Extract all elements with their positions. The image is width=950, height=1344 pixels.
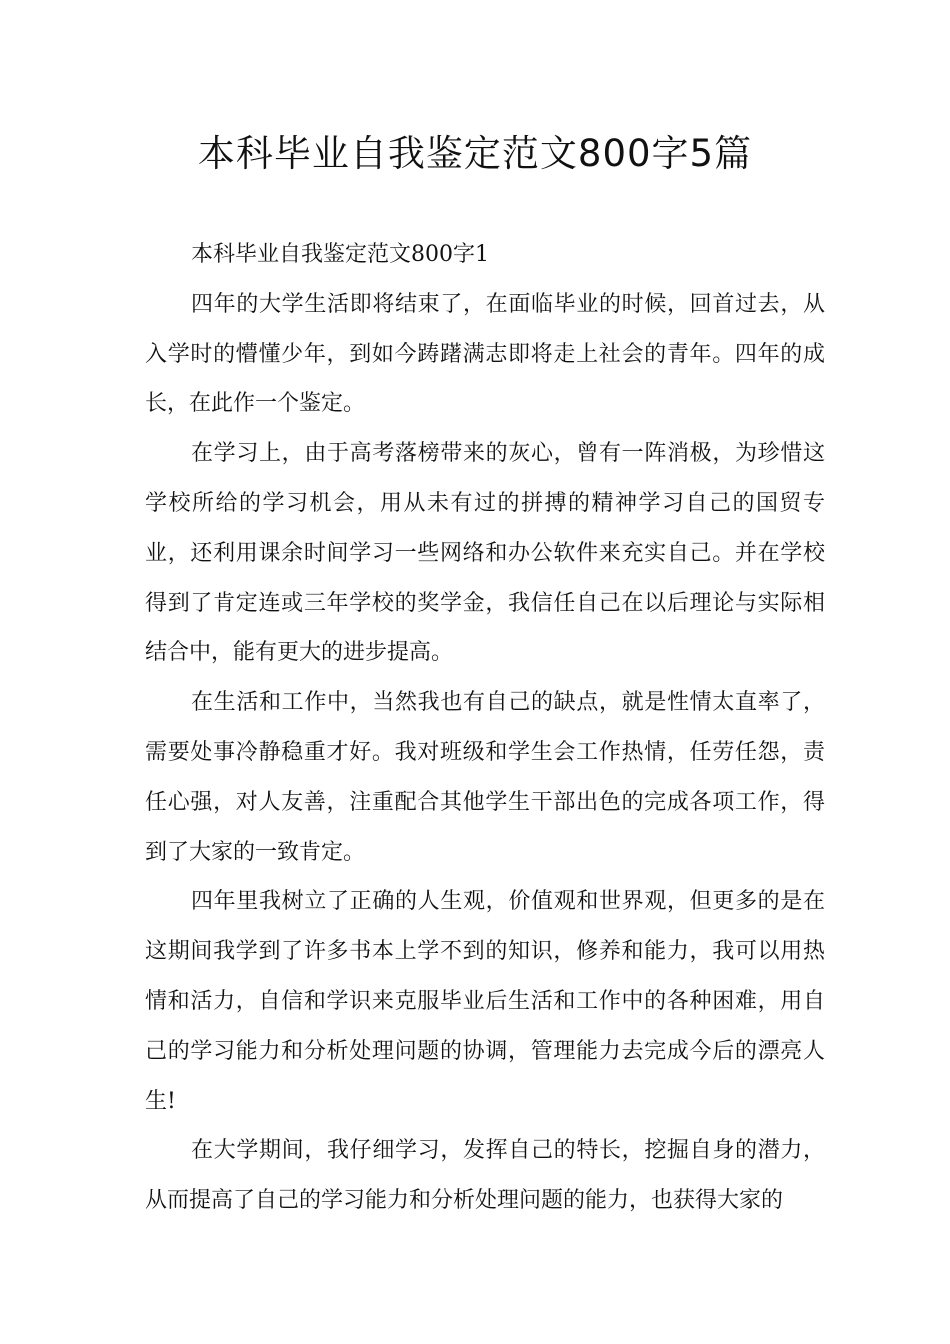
section-heading: 本科毕业自我鉴定范文800字1 [191,242,489,267]
paragraph-1: 四年的大学生活即将结束了，在面临毕业的时候，回首过去，从入学时的懵懂少年，到如今踌躇满志即将走上社会的青年。四年的成长，在此作一个鉴定。 [145,291,825,417]
document-body [145,230,825,1226]
paragraph-3: 在生活和工作中，当然我也有自己的缺点，就是性情太直率了，需要处事冷静稳重才好。我对班级和学生会工作热情，任劳任怨，责任心强，对人友善，注重配合其他学生干部出色的完成各项工作，得到了大家的一致肯定。 [145,690,825,865]
paragraph-5: 在大学期间，我仔细学习，发挥自己的特长，挖掘自身的潜力，从而提高了自己的学习能力和分析处理问题的能力，也获得大家的 [145,1138,825,1214]
document-title: 本科毕业自我鉴定范文800字5篇 [197,132,753,175]
paragraph-4: 四年里我树立了正确的人生观，价值观和世界观，但更多的是在这期间我学到了许多书本上学不到的知识，修养和能力，我可以用热情和活力，自信和学识来克服毕业后生活和工作中的各种困难，用自己的学习能力和分析处理问题的协调，管理能力去完成今后的漂亮人生! [145,889,825,1114]
paragraph-2: 在学习上，由于高考落榜带来的灰心，曾有一阵消极，为珍惜这学校所给的学习机会，用从未有过的拼搏的精神学习自己的国贸专业，还利用课余时间学习一些网络和办公软件来充实自己。并在学校得到了肯定连或三年学校的奖学金，我信任自己在以后理论与实际相结合中，能有更大的进步提高。 [145,441,825,666]
